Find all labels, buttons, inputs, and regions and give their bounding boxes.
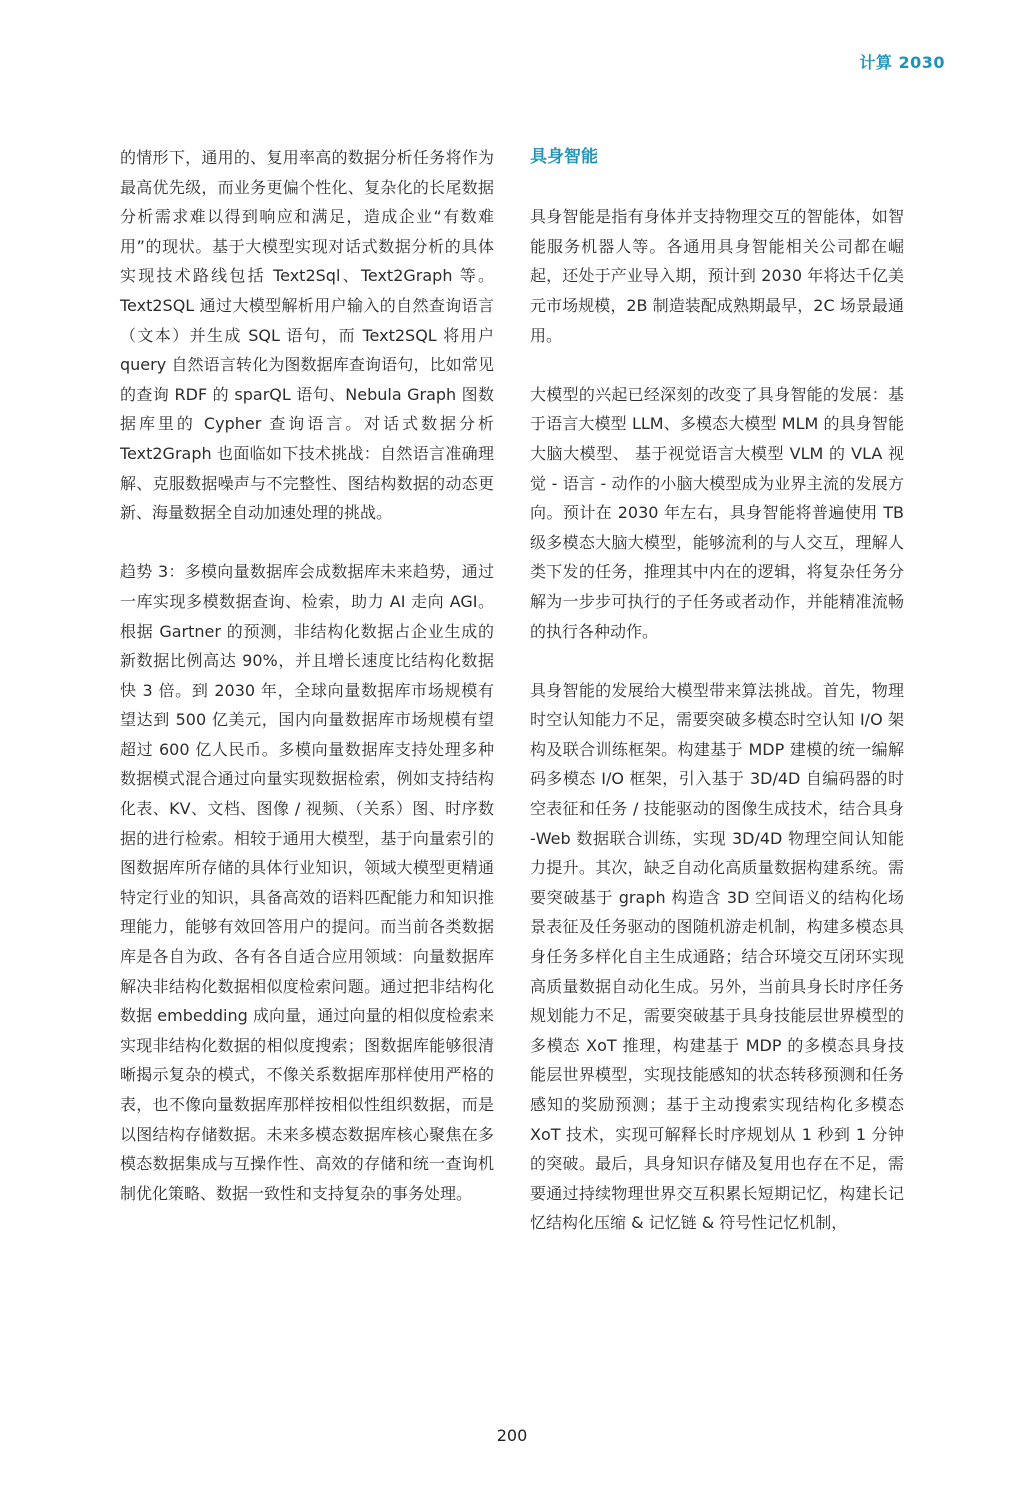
running-header: 计算 2030 [859, 53, 945, 72]
body-paragraph: 具身智能的发展给大模型带来算法挑战。首先，物理时空认知能力不足，需要突破多模态时空认知 I/O 架构及联合训练框架。构建基于 MDP 建模的统一编解码多模态 I/O 框架，引入基于 3D/4D 自编码器的时空表征和任务 / 技能驱动的图像生成技术，结合具身 -Web 数据联合训练，实现 3D/4D 物理空间认知能力提升。其次，缺乏自动化高质量数据构建系统。需要突破基于 graph 构造含 3D 空间语义的结构化场景表征及任务驱动的图随机游走机制，构建多模态具身任务多样化自主生成通路；结合环境交互闭环实现高质量数据自动化生成。另外，当前具身长时序任务规划能力不足，需要突破基于具身技能层世界模型的多模态 XoT 推理，构建基于 MDP 的多模态具身技能层世界模型，实现技能感知的状态转移预测和任务感知的奖励预测；基于主动搜索实现结构化多模态 XoT 技术，实现可解释长时序规划从 1 秒到 1 分钟的突破。最后，具身知识存储及复用也存在不足，需要通过持续物理世界交互积累长短期记忆，构建长记忆结构化压缩 & 记忆链 & 符号性记忆机制， [530, 680, 904, 1233]
body-paragraph: 具身智能是指有身体并支持物理交互的智能体，如智能服务机器人等。各通用具身智能相关公司都在崛起，还处于产业导入期，预计到 2030 年将达千亿美元市场规模，2B 制造装配成熟期最早，2C 场景最通用。 [530, 207, 904, 345]
body-paragraph: 趋势 3：多模向量数据库会成数据库未来趋势，通过一库实现多模数据查询、检索，助力 AI 走向 AGI。根据 Gartner 的预测，非结构化数据占企业生成的新数据比例高达 90%，并且增长速度比结构化数据快 3 倍。到 2030 年，全球向量数据库市场规模有望达到 500 亿美元，国内向量数据库市场规模有望超过 600 亿人民币。多模向量数据库支持处理多种数据模式混合通过向量实现数据检索，例如支持结构化表、KV、文档、图像 / 视频、（关系）图、时序数据的进行检索。相较于通用大模型，基于向量索引的图数据库所存储的具体行业知识，领域大模型更精通特定行业的知识，具备高效的语料匹配能力和知识推理能力，能够有效回答用户的提问。而当前各类数据库是各自为政、各有各自适合应用领域：向量数据库解决非结构化数据相似度检索问题。通过把非结构化数据 embedding 成向量，通过向量的相似度检索来实现非结构化数据的相似度搜索；图数据库能够很清晰揭示复杂的模式，不像关系数据库那样使用严格的表，也不像向量数据库那样按相似性组织数据，而是以图结构存储数据。未来多模态数据库核心聚焦在多模态数据集成与互操作性、高效的存储和统一查询机制优化策略、数据一致性和支持复杂的事务处理。 [120, 562, 494, 1203]
section-heading: 具身智能 [530, 147, 598, 167]
body-paragraph: 大模型的兴起已经深刻的改变了具身智能的发展：基于语言大模型 LLM、多模态大模型 MLM 的具身智能大脑大模型、 基于视觉语言大模型 VLM 的 VLA 视觉 - 语言 - 动作的小脑大模型成为业界主流的发展方向。预计在 2030 年左右，具身智能将普遍使用 TB 级多模态大脑大模型，能够流利的与人交互，理解人类下发的任务，推理其中内在的逻辑，将复杂任务分解为一步步可执行的子任务或者动作，并能精准流畅的执行各种动作。 [530, 384, 904, 641]
page-number: 200 [496, 1426, 528, 1445]
right-column [530, 143, 904, 1268]
left-column [120, 143, 494, 1238]
body-paragraph: 的情形下，通用的、复用率高的数据分析任务将作为最高优先级，而业务更偏个性化、复杂化的长尾数据分析需求难以得到响应和满足，造成企业“有数难用”的现状。基于大模型实现对话式数据分析的具体实现技术路线包括 Text2Sql、Text2Graph 等。Text2SQL 通过大模型解析用户输入的自然查询语言（文本）并生成 SQL 语句，而 Text2SQL 将用户 query 自然语言转化为图数据库查询语句，比如常见的查询 RDF 的 sparQL 语句、Nebula Graph 图数据库里的 Cypher 查询语言。对话式数据分析 Text2Graph 也面临如下技术挑战：自然语言准确理解、克服数据噪声与不完整性、图结构数据的动态更新、海量数据全自动加速处理的挑战。 [120, 148, 494, 523]
